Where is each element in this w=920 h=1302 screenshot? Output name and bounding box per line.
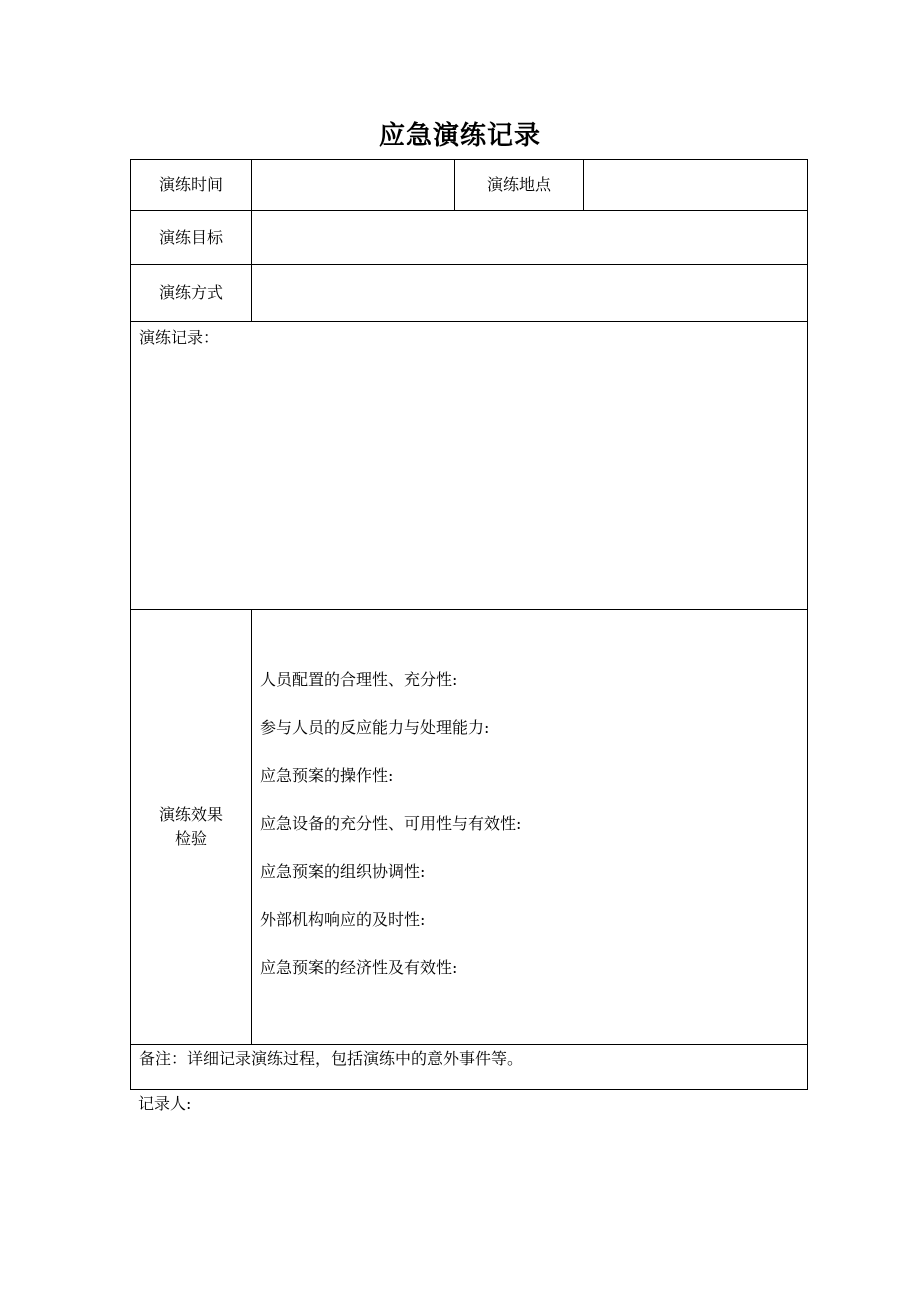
drill-record-label: 演练记录： <box>139 328 220 347</box>
drill-effect-label-line1: 演练效果 <box>158 805 223 824</box>
effect-item-equipment: 应急设备的充分性、可用性与有效性: <box>260 814 522 833</box>
effect-item-operability: 应急预案的操作性: <box>260 766 394 785</box>
drill-effect-label-line2: 检验 <box>174 829 207 848</box>
drill-method-label: 演练方式 <box>131 265 252 322</box>
drill-time-field[interactable] <box>252 160 455 211</box>
effect-item-response-ability: 参与人员的反应能力与处理能力: <box>260 718 490 737</box>
page-title: 应急演练记录 <box>378 121 541 151</box>
effect-item-staffing: 人员配置的合理性、充分性: <box>260 670 458 689</box>
drill-goal-label: 演练目标 <box>131 211 252 265</box>
drill-place-field[interactable] <box>584 160 808 211</box>
drill-time-label: 演练时间 <box>131 160 252 211</box>
effect-item-external-response: 外部机构响应的及时性: <box>260 910 426 929</box>
recorder-label: 记录人: <box>138 1094 192 1113</box>
drill-goal-field[interactable] <box>252 211 808 265</box>
drill-place-label: 演练地点 <box>455 160 584 211</box>
drill-effect-items[interactable] <box>252 610 808 1045</box>
drill-record-form <box>130 159 808 1090</box>
effect-item-economy: 应急预案的经济性及有效性: <box>260 958 458 977</box>
effect-item-coordination: 应急预案的组织协调性: <box>260 862 426 881</box>
note-row: 备注：详细记录演练过程，包括演练中的意外事件等。 <box>131 1045 808 1090</box>
drill-effect-label <box>131 610 252 1045</box>
drill-record-area[interactable] <box>131 322 808 610</box>
drill-method-field[interactable] <box>252 265 808 322</box>
